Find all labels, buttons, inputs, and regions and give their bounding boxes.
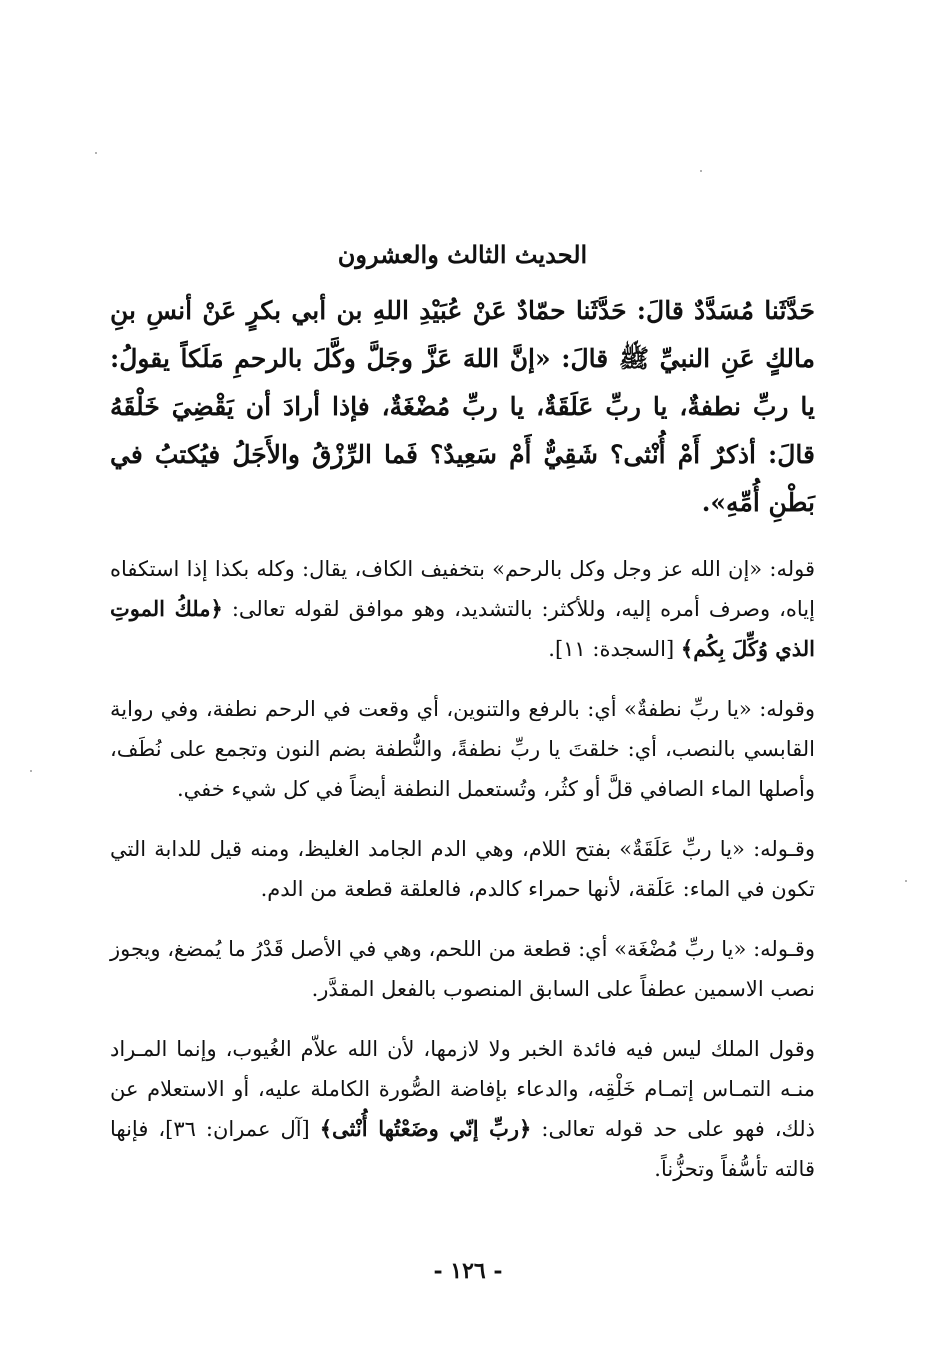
scan-speck [30,770,32,772]
scan-speck [700,170,702,172]
commentary-paragraph-4 [110,929,815,1009]
verse-reference: [آل عمران: ٣٦]، فإنها قالته تأسُّفاً وتحزُّناً. [110,1117,815,1181]
verse-reference: [السجدة: ١١]. [548,637,675,661]
quran-verse: ﴿ملكُ الموتِ الذي وُكِّلَ بِكُم﴾ [110,596,815,661]
paragraph-text: وقوله: «يا ربِّ نطفةٌ» أي: بالرفع والتنوين، أي وقعت في الرحم نطفة، وفي رواية القابسي بالنصب، أي: خلقتَ يا ربِّ نطفةً، والنُّطفة بضم النون وتجمع على نُطَف، وأصلها الماء الصافي قلَّ أو كثُر، وتُستعمل النطفة أيضاً في كل شيء خفي. [110,697,815,801]
page-number: - ١٢٦ - [433,1258,503,1284]
commentary-paragraph-1 [110,549,815,669]
commentary-paragraph-5 [110,1029,815,1189]
paragraph-text: قوله: «إن الله عز وجل وكل بالرحم» بتخفيف الكاف، يقال: وكله بكذا إذا استكفاه إياه، وصرف أمره إليه، وللأكثر: بالتشديد، وهو موافق لقوله تعالى: [110,557,815,621]
hadith-text: حَدَّثَنا مُسَدَّدٌ قالَ: حَدَّثَنا حمّادٌ عَنْ عُبَيْدِ اللهِ بن أبي بكرٍ عَنْ أنسِ بنِ مالكٍ عَنِ النبيِّ ﷺ قالَ: «إنَّ اللهَ عَزَّ وجَلَّ وكَّلَ بالرحمِ مَلَكاً يقولُ: يا ربِّ نطفةٌ، يا ربِّ عَلَقَةٌ، يا ربِّ مُضْغَةٌ، فإذا أرادَ أن يَقْضِيَ خَلْقَهُ قالَ: أذكرٌ أَمْ أُنْثى؟ شَقِيٌّ أَمْ سَعِيدٌ؟ فَما الرِّزْقُ والأَجَلُ فيُكتبُ في بَطْنِ أُمِّهِ». [110,296,815,517]
scan-speck [905,880,907,882]
commentary-paragraph-3 [110,829,815,909]
paragraph-text: وقـوله: «يا ربِّ مُضْغَة» أي: قطعة من اللحم، وهي في الأصل قَدْرُ ما يُمضغ، ويجوز نصب الاسمين عطفاً على السابق المنصوب بالفعل المقدَّر. [110,937,815,1001]
paragraph-text: وقول الملك ليس فيه فائدة الخبر ولا لازمها، لأن الله علاّم الغُيوب، وإنما المـراد منـه التمـاس إتمـام خَلْقِه، والدعاء بإفاضة الصُّورة الكاملة عليه، أو الاستعلام عن ذلك، فهو على حد قوله تعالى: [110,1037,815,1141]
scan-speck [95,152,97,154]
chapter-title: الحديث الثالث والعشرون [337,240,588,269]
quran-verse: ﴿ربِّ إنّي وضَعْتُها أُنْثى﴾ [319,1116,532,1141]
commentary-paragraph-2 [110,689,815,809]
book-page [110,235,815,1209]
paragraph-text: وقـوله: «يا ربِّ عَلَقَةٌ» بفتح اللام، وهي الدم الجامد الغليظ، ومنه قيل للدابة التي تكون في الماء: عَلَقة، لأنها حمراء كالدم، فالعلقة قطعة من الدم. [110,837,815,901]
